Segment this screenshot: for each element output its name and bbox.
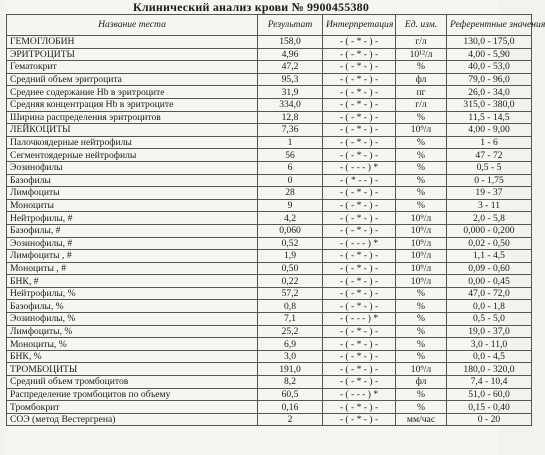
result-cell: 6,9 bbox=[258, 338, 323, 351]
result-cell: 12,8 bbox=[258, 111, 323, 124]
reference-range-cell: 4,00 - 9,00 bbox=[447, 124, 532, 137]
reference-range-cell: 1,1 - 4,5 bbox=[447, 250, 532, 263]
result-cell: 7,36 bbox=[258, 124, 323, 137]
result-cell: 0,060 bbox=[258, 224, 323, 237]
table-row bbox=[7, 224, 532, 237]
interpretation-cell: - ( - * - ) - bbox=[323, 124, 396, 137]
table-row bbox=[7, 86, 532, 99]
test-name-cell: Ширина распределения эритроцитов bbox=[7, 111, 258, 124]
interpretation-cell: - ( - * - ) - bbox=[323, 111, 396, 124]
interpretation-cell: - ( - - - ) * bbox=[323, 388, 396, 401]
column-header-unit: Ед. изм. bbox=[396, 15, 447, 36]
table-row bbox=[7, 98, 532, 111]
result-cell: 7,1 bbox=[258, 313, 323, 326]
interpretation-cell: - ( - * - ) - bbox=[323, 413, 396, 426]
interpretation-cell: - ( - * - ) - bbox=[323, 300, 396, 313]
reference-range-cell: 51,0 - 60,0 bbox=[447, 388, 532, 401]
interpretation-cell: - ( - * - ) - bbox=[323, 224, 396, 237]
result-cell: 60,5 bbox=[258, 388, 323, 401]
unit-cell: % bbox=[396, 325, 447, 338]
test-name-cell: Тромбокрит bbox=[7, 401, 258, 414]
unit-cell: % bbox=[396, 401, 447, 414]
test-name-cell: Эозинофилы, # bbox=[7, 237, 258, 250]
result-cell: 57,2 bbox=[258, 287, 323, 300]
interpretation-cell: - ( - * - ) - bbox=[323, 325, 396, 338]
interpretation-cell: - ( - * - ) - bbox=[323, 338, 396, 351]
report-title: Клинический анализ крови № 9900455380 bbox=[132, 0, 370, 14]
interpretation-cell: - ( - * - ) - bbox=[323, 275, 396, 288]
unit-cell: % bbox=[396, 199, 447, 212]
table-row bbox=[7, 73, 532, 86]
table-row bbox=[7, 61, 532, 74]
test-name-cell: Палочкоядерные нейтрофилы bbox=[7, 136, 258, 149]
reference-range-cell: 0,000 - 0,200 bbox=[447, 224, 532, 237]
interpretation-cell: - ( - * - ) - bbox=[323, 199, 396, 212]
result-cell: 0,16 bbox=[258, 401, 323, 414]
interpretation-cell: - ( - * - ) - bbox=[323, 61, 396, 74]
unit-cell: фл bbox=[396, 73, 447, 86]
table-row bbox=[7, 174, 532, 187]
table-row bbox=[7, 187, 532, 200]
test-name-cell: Моноциты bbox=[7, 199, 258, 212]
test-name-cell: ЭРИТРОЦИТЫ bbox=[7, 48, 258, 61]
test-name-cell: БНК, % bbox=[7, 350, 258, 363]
table-row bbox=[7, 111, 532, 124]
unit-cell: % bbox=[396, 300, 447, 313]
unit-cell: % bbox=[396, 187, 447, 200]
test-name-cell: Эозинофилы, % bbox=[7, 313, 258, 326]
unit-cell: % bbox=[396, 111, 447, 124]
reference-range-cell: 0,00 - 0,45 bbox=[447, 275, 532, 288]
reference-range-cell: 2,0 - 5,8 bbox=[447, 212, 532, 225]
unit-cell: % bbox=[396, 61, 447, 74]
test-name-cell: Нейтрофилы, # bbox=[7, 212, 258, 225]
unit-cell: 10⁹/л bbox=[396, 124, 447, 137]
table-row bbox=[7, 212, 532, 225]
interpretation-cell: - ( - - - ) * bbox=[323, 313, 396, 326]
result-cell: 56 bbox=[258, 149, 323, 162]
unit-cell: фл bbox=[396, 376, 447, 389]
interpretation-cell: - ( - * - ) - bbox=[323, 149, 396, 162]
reference-range-cell: 180,0 - 320,0 bbox=[447, 363, 532, 376]
interpretation-cell: - ( - - - ) * bbox=[323, 161, 396, 174]
table-row bbox=[7, 199, 532, 212]
table-row bbox=[7, 287, 532, 300]
reference-range-cell: 0,5 - 5,0 bbox=[447, 313, 532, 326]
result-cell: 95,3 bbox=[258, 73, 323, 86]
result-cell: 4,96 bbox=[258, 48, 323, 61]
unit-cell: пг bbox=[396, 86, 447, 99]
test-name-cell: ТРОМБОЦИТЫ bbox=[7, 363, 258, 376]
test-name-cell: Среднее содержание Hb в эритроците bbox=[7, 86, 258, 99]
result-cell: 0,22 bbox=[258, 275, 323, 288]
reference-range-cell: 0,5 - 5 bbox=[447, 161, 532, 174]
result-cell: 2 bbox=[258, 413, 323, 426]
reference-range-cell: 0,09 - 0,60 bbox=[447, 262, 532, 275]
unit-cell: г/л bbox=[396, 36, 447, 49]
reference-range-cell: 47 - 72 bbox=[447, 149, 532, 162]
test-name-cell: ГЕМОГЛОБИН bbox=[7, 36, 258, 49]
test-name-cell: Средний объем тромбоцитов bbox=[7, 376, 258, 389]
table-row bbox=[7, 401, 532, 414]
result-cell: 0,52 bbox=[258, 237, 323, 250]
unit-cell: 10⁹/л bbox=[396, 363, 447, 376]
interpretation-cell: - ( - * - ) - bbox=[323, 250, 396, 263]
test-name-cell: Нейтрофилы, % bbox=[7, 287, 258, 300]
unit-cell: г/л bbox=[396, 98, 447, 111]
result-cell: 3,0 bbox=[258, 350, 323, 363]
result-cell: 334,0 bbox=[258, 98, 323, 111]
table-body bbox=[7, 36, 532, 426]
result-cell: 4,2 bbox=[258, 212, 323, 225]
test-name-cell: Моноциты , # bbox=[7, 262, 258, 275]
reference-range-cell: 0,15 - 0,40 bbox=[447, 401, 532, 414]
table-row bbox=[7, 376, 532, 389]
unit-cell: 10⁹/л bbox=[396, 250, 447, 263]
reference-range-cell: 3,0 - 11,0 bbox=[447, 338, 532, 351]
unit-cell: % bbox=[396, 136, 447, 149]
test-name-cell: БНК, # bbox=[7, 275, 258, 288]
table-row bbox=[7, 237, 532, 250]
test-name-cell: Базофилы, # bbox=[7, 224, 258, 237]
result-cell: 28 bbox=[258, 187, 323, 200]
test-name-cell: Средний объем эритроцита bbox=[7, 73, 258, 86]
table-row bbox=[7, 313, 532, 326]
unit-cell: % bbox=[396, 149, 447, 162]
unit-cell: 10⁹/л bbox=[396, 212, 447, 225]
table-row bbox=[7, 262, 532, 275]
result-cell: 158,0 bbox=[258, 36, 323, 49]
table-row bbox=[7, 363, 532, 376]
interpretation-cell: - ( - * - ) - bbox=[323, 86, 396, 99]
reference-range-cell: 19 - 37 bbox=[447, 187, 532, 200]
unit-cell: % bbox=[396, 350, 447, 363]
table-row bbox=[7, 149, 532, 162]
test-name-cell: Сегментоядерные нейтрофилы bbox=[7, 149, 258, 162]
table-row bbox=[7, 136, 532, 149]
result-cell: 25,2 bbox=[258, 325, 323, 338]
interpretation-cell: - ( - * - ) - bbox=[323, 48, 396, 61]
unit-cell: 10⁹/л bbox=[396, 275, 447, 288]
test-name-cell: Базофилы bbox=[7, 174, 258, 187]
reference-range-cell: 11,5 - 14,5 bbox=[447, 111, 532, 124]
test-name-cell: Базофилы, % bbox=[7, 300, 258, 313]
reference-range-cell: 79,0 - 96,0 bbox=[447, 73, 532, 86]
reference-range-cell: 47,0 - 72,0 bbox=[447, 287, 532, 300]
result-cell: 0 bbox=[258, 174, 323, 187]
unit-cell: 10⁹/л bbox=[396, 224, 447, 237]
result-cell: 191,0 bbox=[258, 363, 323, 376]
interpretation-cell: - ( - - - ) * bbox=[323, 237, 396, 250]
interpretation-cell: - ( * - - ) - bbox=[323, 174, 396, 187]
unit-cell: % bbox=[396, 161, 447, 174]
reference-range-cell: 7,4 - 10,4 bbox=[447, 376, 532, 389]
table-row bbox=[7, 161, 532, 174]
test-name-cell: ЛЕЙКОЦИТЫ bbox=[7, 124, 258, 137]
interpretation-cell: - ( - * - ) - bbox=[323, 73, 396, 86]
interpretation-cell: - ( - * - ) - bbox=[323, 262, 396, 275]
reference-range-cell: 0,02 - 0,50 bbox=[447, 237, 532, 250]
column-header-interpretation: Интерпретация bbox=[323, 15, 396, 36]
result-cell: 6 bbox=[258, 161, 323, 174]
interpretation-cell: - ( - * - ) - bbox=[323, 187, 396, 200]
lab-report-sheet bbox=[4, 0, 545, 455]
table-row bbox=[7, 48, 532, 61]
column-header-name: Название теста bbox=[7, 15, 258, 36]
reference-range-cell: 0,0 - 4,5 bbox=[447, 350, 532, 363]
test-name-cell: Лимфоциты, % bbox=[7, 325, 258, 338]
interpretation-cell: - ( - * - ) - bbox=[323, 401, 396, 414]
table-row bbox=[7, 275, 532, 288]
result-cell: 0,50 bbox=[258, 262, 323, 275]
unit-cell: % bbox=[396, 174, 447, 187]
reference-range-cell: 0,0 - 1,8 bbox=[447, 300, 532, 313]
interpretation-cell: - ( - * - ) - bbox=[323, 36, 396, 49]
unit-cell: % bbox=[396, 338, 447, 351]
result-cell: 31,9 bbox=[258, 86, 323, 99]
unit-cell: 10¹²/л bbox=[396, 48, 447, 61]
result-cell: 1 bbox=[258, 136, 323, 149]
reference-range-cell: 4,00 - 5,90 bbox=[447, 48, 532, 61]
unit-cell: % bbox=[396, 287, 447, 300]
table-row bbox=[7, 338, 532, 351]
interpretation-cell: - ( - * - ) - bbox=[323, 376, 396, 389]
table-row bbox=[7, 36, 532, 49]
test-name-cell: Гематокрит bbox=[7, 61, 258, 74]
column-header-reference: Референтные значения bbox=[447, 15, 532, 36]
table-row bbox=[7, 325, 532, 338]
result-cell: 8,2 bbox=[258, 376, 323, 389]
test-name-cell: Распределение тромбоцитов по объему bbox=[7, 388, 258, 401]
result-cell: 9 bbox=[258, 199, 323, 212]
unit-cell: 10⁹/л bbox=[396, 237, 447, 250]
table-row bbox=[7, 350, 532, 363]
interpretation-cell: - ( - * - ) - bbox=[323, 287, 396, 300]
unit-cell: % bbox=[396, 313, 447, 326]
table-row bbox=[7, 300, 532, 313]
interpretation-cell: - ( - * - ) - bbox=[323, 98, 396, 111]
reference-range-cell: 0 - 20 bbox=[447, 413, 532, 426]
table-row bbox=[7, 413, 532, 426]
reference-range-cell: 1 - 6 bbox=[447, 136, 532, 149]
result-cell: 0,8 bbox=[258, 300, 323, 313]
reference-range-cell: 3 - 11 bbox=[447, 199, 532, 212]
reference-range-cell: 26,0 - 34,0 bbox=[447, 86, 532, 99]
result-cell: 1,9 bbox=[258, 250, 323, 263]
results-table bbox=[6, 14, 545, 426]
reference-range-cell: 40,0 - 53,0 bbox=[447, 61, 532, 74]
table-row bbox=[7, 250, 532, 263]
test-name-cell: Эозинофилы bbox=[7, 161, 258, 174]
unit-cell: 10⁹/л bbox=[396, 262, 447, 275]
table-row bbox=[7, 388, 532, 401]
unit-cell: % bbox=[396, 388, 447, 401]
reference-range-cell: 130,0 - 175,0 bbox=[447, 36, 532, 49]
test-name-cell: Лимфоциты bbox=[7, 187, 258, 200]
test-name-cell: Лимфоциты , # bbox=[7, 250, 258, 263]
interpretation-cell: - ( - * - ) - bbox=[323, 363, 396, 376]
test-name-cell: СОЭ (метод Вестергрена) bbox=[7, 413, 258, 426]
column-header-result: Результат bbox=[258, 15, 323, 36]
reference-range-cell: 315,0 - 380,0 bbox=[447, 98, 532, 111]
unit-cell: мм/час bbox=[396, 413, 447, 426]
reference-range-cell: 0 - 1,75 bbox=[447, 174, 532, 187]
interpretation-cell: - ( - * - ) - bbox=[323, 136, 396, 149]
interpretation-cell: - ( - * - ) - bbox=[323, 350, 396, 363]
interpretation-cell: - ( - * - ) - bbox=[323, 212, 396, 225]
reference-range-cell: 19,0 - 37,0 bbox=[447, 325, 532, 338]
result-cell: 47,2 bbox=[258, 61, 323, 74]
table-row bbox=[7, 124, 532, 137]
test-name-cell: Средняя концентрация Hb в эритроците bbox=[7, 98, 258, 111]
table-header-row bbox=[7, 15, 532, 36]
test-name-cell: Моноциты, % bbox=[7, 338, 258, 351]
